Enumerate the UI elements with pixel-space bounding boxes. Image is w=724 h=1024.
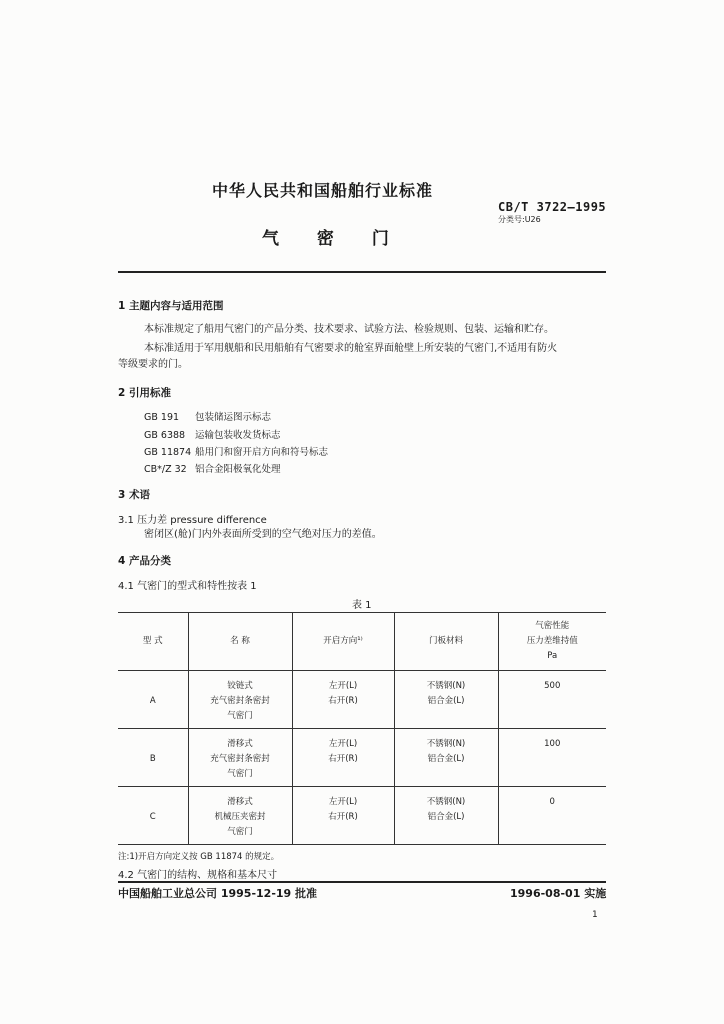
section-4-heading: 4 产品分类 xyxy=(118,555,171,567)
cell-name-line: 滑移式 xyxy=(227,739,253,749)
table-row xyxy=(118,787,606,845)
cell-name-line: 充气密封条密封 xyxy=(210,696,270,706)
table-header-row xyxy=(118,613,606,671)
cell-performance: 0 xyxy=(498,787,606,845)
table-row xyxy=(118,671,606,729)
cell-material-line: 铝合金(L) xyxy=(427,812,465,822)
reference-item xyxy=(144,409,271,423)
classification-number: 分类号:U26 xyxy=(498,215,541,224)
section-3-1-term: 3.1 压力差 pressure difference xyxy=(118,515,267,526)
page-number: 1 xyxy=(592,910,598,920)
reference-title: 船用门和窗开启方向和符号标志 xyxy=(195,447,329,458)
cell-name-line: 滑移式 xyxy=(227,797,253,807)
reference-item xyxy=(144,444,328,458)
reference-title: 铝合金阳极氧化处理 xyxy=(195,464,281,475)
table-caption: 表 1 xyxy=(352,600,372,611)
cell-name-line: 气密门 xyxy=(227,711,253,721)
section-2-heading: 2 引用标准 xyxy=(118,387,171,399)
cell-model: B xyxy=(118,729,188,787)
cell-material xyxy=(394,729,498,787)
cell-direction xyxy=(292,729,394,787)
approval-date: 中国船舶工业总公司 1995-12-19 批准 xyxy=(118,887,318,900)
cell-name-line: 铰链式 xyxy=(227,681,253,691)
reference-code: GB 11874 xyxy=(144,447,192,458)
cell-name xyxy=(188,671,292,729)
footer-rule xyxy=(118,881,606,883)
reference-code: GB 191 xyxy=(144,412,180,423)
cell-model: C xyxy=(118,787,188,845)
cell-name-line: 充气密封条密封 xyxy=(210,754,270,764)
cell-name xyxy=(188,787,292,845)
section-1-paragraph-2b: 等级要求的门。 xyxy=(118,359,188,370)
section-3-1-definition: 密闭区(舱)门内外表面所受到的空气绝对压力的差值。 xyxy=(144,529,382,540)
door-spec-table xyxy=(118,612,606,845)
cell-performance: 100 xyxy=(498,729,606,787)
cell-direction-line: 左开(L) xyxy=(328,681,358,691)
standard-organization: 中华人民共和国船舶行业标准 xyxy=(212,181,434,200)
cell-direction-line: 左开(L) xyxy=(328,797,358,807)
cell-name xyxy=(188,729,292,787)
cell-direction-line: 左开(L) xyxy=(328,739,358,749)
reference-item xyxy=(144,427,281,441)
header-name: 名 称 xyxy=(188,613,292,671)
reference-title: 运输包装收发货标志 xyxy=(195,430,281,441)
reference-code: GB 6388 xyxy=(144,430,186,441)
table-note: 注:1)开启方向定义按 GB 11874 的规定。 xyxy=(118,852,280,862)
cell-material-line: 不锈钢(N) xyxy=(426,681,466,691)
header-perf-unit: Pa xyxy=(547,651,558,661)
cell-material-line: 铝合金(L) xyxy=(427,696,465,706)
table-row xyxy=(118,729,606,787)
cell-material-line: 铝合金(L) xyxy=(427,754,465,764)
cell-direction xyxy=(292,787,394,845)
reference-item xyxy=(144,461,281,475)
cell-performance: 500 xyxy=(498,671,606,729)
standard-code: CB/T 3722—1995 xyxy=(498,200,607,214)
section-1-heading: 1 主题内容与适用范围 xyxy=(118,300,224,312)
section-3-heading: 3 术语 xyxy=(118,489,150,501)
header-rule xyxy=(118,271,606,273)
cell-material-line: 不锈钢(N) xyxy=(426,739,466,749)
document-title: 气 密 门 xyxy=(262,229,405,249)
header-performance xyxy=(498,613,606,671)
cell-direction-line: 右开(R) xyxy=(328,812,358,822)
section-4-1-text: 4.1 气密门的型式和特性按表 1 xyxy=(118,581,257,592)
section-1-paragraph-1: 本标准规定了船用气密门的产品分类、技术要求、试验方法、检验规则、包装、运输和贮存。 xyxy=(144,324,554,335)
header-perf-line2: 压力差维持值 xyxy=(526,636,578,646)
cell-direction-line: 右开(R) xyxy=(328,696,358,706)
cell-name-line: 机械压夹密封 xyxy=(214,812,266,822)
cell-direction-line: 右开(R) xyxy=(328,754,358,764)
implementation-date: 1996-08-01 实施 xyxy=(510,887,607,900)
header-perf-line1: 气密性能 xyxy=(535,621,570,631)
section-1-paragraph-2a: 本标准适用于军用舰船和民用船舶有气密要求的舱室界面舱壁上所安装的气密门,不适用有防火 xyxy=(144,343,558,354)
cell-name-line: 气密门 xyxy=(227,769,253,779)
cell-model: A xyxy=(118,671,188,729)
header-model: 型 式 xyxy=(118,613,188,671)
cell-material xyxy=(394,671,498,729)
cell-material xyxy=(394,787,498,845)
cell-material-line: 不锈钢(N) xyxy=(426,797,466,807)
reference-code: CB*/Z 32 xyxy=(144,464,187,475)
header-direction: 开启方向¹⁾ xyxy=(292,613,394,671)
cell-name-line: 气密门 xyxy=(227,827,253,837)
header-material: 门板材料 xyxy=(394,613,498,671)
reference-title: 包装储运图示标志 xyxy=(195,412,272,423)
cell-direction xyxy=(292,671,394,729)
section-4-2-text: 4.2 气密门的结构、规格和基本尺寸 xyxy=(118,870,278,881)
